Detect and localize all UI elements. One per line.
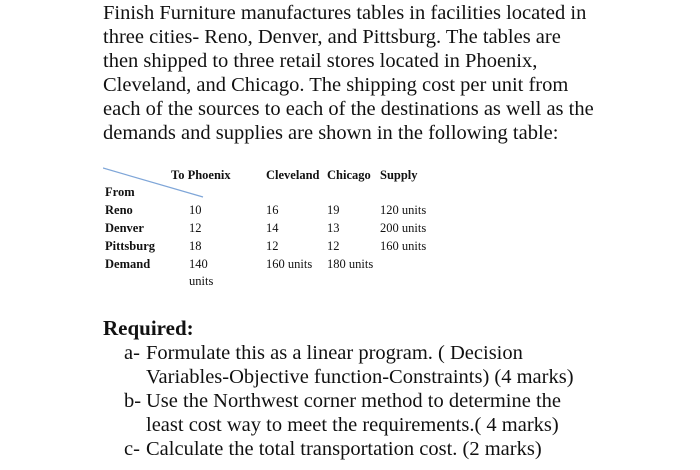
item-marker: b- <box>124 390 142 412</box>
item-marker: c- <box>124 438 140 460</box>
item-line: least cost way to meet the requirements.( 4 marks) <box>146 414 559 436</box>
cell-reno-supply: 120 units <box>380 203 427 217</box>
required-list <box>124 341 594 461</box>
required-item-b <box>124 389 594 437</box>
corner-to-label: To <box>171 168 185 182</box>
column-header-supply: Supply <box>380 168 418 182</box>
intro-line: demands and supplies are shown in the following table: <box>103 122 559 144</box>
column-header-phoenix: Phoenix <box>187 168 231 182</box>
cell-demand-phoenix: 140 <box>189 257 208 271</box>
row-label-pittsburg: Pittsburg <box>105 239 155 253</box>
row-label-denver: Denver <box>105 221 144 235</box>
item-line: Use the Northwest corner method to determine the <box>146 390 561 412</box>
corner-from-label: From <box>105 185 135 199</box>
header-to <box>171 167 231 184</box>
cell-demand-chicago: 180 units <box>327 257 374 271</box>
cell-pittsburg-cleveland: 12 <box>266 239 279 253</box>
cell-denver-phoenix: 12 <box>189 221 202 235</box>
required-item-a <box>124 341 594 389</box>
cell-denver-cleveland: 14 <box>266 221 279 235</box>
cell-denver-supply: 200 units <box>380 221 427 235</box>
cell-demand-phoenix-unit: units <box>189 274 214 288</box>
column-header-cleveland: Cleveland <box>266 168 320 182</box>
intro-line: three cities- Reno, Denver, and Pittsburg. The tables are <box>103 26 561 48</box>
cost-table <box>103 162 463 302</box>
intro-line: Finish Furniture manufactures tables in facilities located in <box>103 2 587 24</box>
required-item-c <box>124 437 594 461</box>
row-label-reno: Reno <box>105 203 133 217</box>
cell-pittsburg-chicago: 12 <box>327 239 340 253</box>
row-label-demand: Demand <box>105 257 151 271</box>
cell-demand-cleveland: 160 units <box>266 257 313 271</box>
cell-reno-chicago: 19 <box>327 203 340 217</box>
intro-line: Cleveland, and Chicago. The shipping cost per unit from <box>103 74 569 96</box>
cell-denver-chicago: 13 <box>327 221 340 235</box>
item-marker: a- <box>124 342 140 364</box>
problem-statement <box>103 1 597 145</box>
required-heading: Required: <box>103 316 194 340</box>
item-line: Variables-Objective function-Constraints) (4 marks) <box>146 366 574 388</box>
cell-pittsburg-supply: 160 units <box>380 239 427 253</box>
intro-line: then shipped to three retail stores located in Phoenix, <box>103 50 538 72</box>
column-header-chicago: Chicago <box>327 168 371 182</box>
item-line: Calculate the total transportation cost. (2 marks) <box>146 438 542 460</box>
cell-reno-phoenix: 10 <box>189 203 202 217</box>
cell-reno-cleveland: 16 <box>266 203 279 217</box>
intro-line: each of the sources to each of the destinations as well as the <box>103 98 594 120</box>
cell-pittsburg-phoenix: 18 <box>189 239 202 253</box>
item-line: Formulate this as a linear program. ( Decision <box>146 342 523 364</box>
